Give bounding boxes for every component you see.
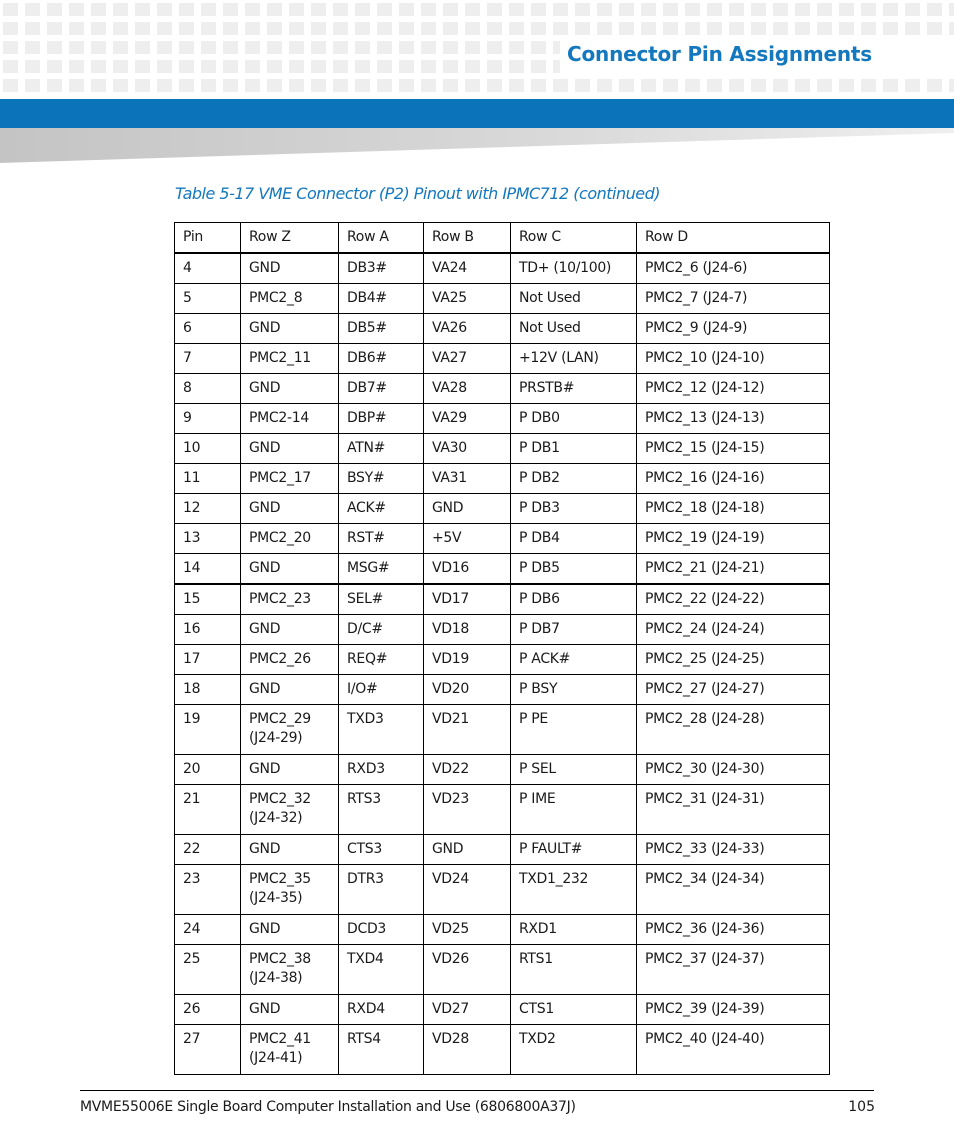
table-cell: P DB6 bbox=[511, 584, 637, 615]
table-row bbox=[175, 464, 830, 494]
table-row bbox=[175, 494, 830, 524]
header-blue-band bbox=[0, 99, 954, 128]
table-cell: TXD4 bbox=[339, 945, 424, 995]
column-header: Pin bbox=[175, 223, 241, 254]
table-cell: 22 bbox=[175, 835, 241, 865]
table-cell: VD26 bbox=[424, 945, 511, 995]
table-cell: DB5# bbox=[339, 314, 424, 344]
table-cell: GND bbox=[424, 835, 511, 865]
table-cell: DBP# bbox=[339, 404, 424, 434]
column-header: Row A bbox=[339, 223, 424, 254]
table-cell: P DB7 bbox=[511, 615, 637, 645]
table-cell: GND bbox=[241, 314, 339, 344]
table-cell: I/O# bbox=[339, 675, 424, 705]
table-cell: BSY# bbox=[339, 464, 424, 494]
table-row bbox=[175, 1025, 830, 1075]
table-cell: GND bbox=[241, 554, 339, 585]
table-cell: +12V (LAN) bbox=[511, 344, 637, 374]
table-cell: PMC2_20 bbox=[241, 524, 339, 554]
table-cell: P PE bbox=[511, 705, 637, 755]
table-row bbox=[175, 755, 830, 785]
table-cell: P DB5 bbox=[511, 554, 637, 585]
table-cell: PMC2_17 bbox=[241, 464, 339, 494]
table-cell: VD17 bbox=[424, 584, 511, 615]
table-cell: GND bbox=[241, 835, 339, 865]
table-cell: GND bbox=[241, 434, 339, 464]
table-row bbox=[175, 675, 830, 705]
table-cell: D/C# bbox=[339, 615, 424, 645]
table-cell: 19 bbox=[175, 705, 241, 755]
table-cell: PMC2_9 (J24-9) bbox=[637, 314, 830, 344]
table-cell: P DB1 bbox=[511, 434, 637, 464]
table-cell: PMC2_25 (J24-25) bbox=[637, 645, 830, 675]
table-cell: CTS3 bbox=[339, 835, 424, 865]
table-cell: GND bbox=[241, 915, 339, 945]
table-cell: TXD3 bbox=[339, 705, 424, 755]
table-cell: RTS3 bbox=[339, 785, 424, 835]
table-cell: 26 bbox=[175, 995, 241, 1025]
table-row bbox=[175, 705, 830, 755]
table-cell: VD25 bbox=[424, 915, 511, 945]
table-cell: P IME bbox=[511, 785, 637, 835]
table-cell: VD22 bbox=[424, 755, 511, 785]
table-row bbox=[175, 344, 830, 374]
table-cell: P DB4 bbox=[511, 524, 637, 554]
table-cell: PMC2_28 (J24-28) bbox=[637, 705, 830, 755]
table-cell: TXD1_232 bbox=[511, 865, 637, 915]
table-cell: DB3# bbox=[339, 253, 424, 284]
table-cell: DB4# bbox=[339, 284, 424, 314]
table-cell: PMC2_40 (J24-40) bbox=[637, 1025, 830, 1075]
table-cell: VD19 bbox=[424, 645, 511, 675]
table-cell: PMC2_11 bbox=[241, 344, 339, 374]
table-cell: RXD4 bbox=[339, 995, 424, 1025]
table-cell: PRSTB# bbox=[511, 374, 637, 404]
table-cell: 25 bbox=[175, 945, 241, 995]
table-cell: PMC2_21 (J24-21) bbox=[637, 554, 830, 585]
table-cell: VD18 bbox=[424, 615, 511, 645]
table-cell: 9 bbox=[175, 404, 241, 434]
table-cell: GND bbox=[241, 615, 339, 645]
table-cell: PMC2_22 (J24-22) bbox=[637, 584, 830, 615]
table-cell: PMC2_7 (J24-7) bbox=[637, 284, 830, 314]
table-cell: P DB3 bbox=[511, 494, 637, 524]
pinout-table bbox=[174, 222, 830, 1075]
table-cell: 14 bbox=[175, 554, 241, 585]
table-cell: RTS4 bbox=[339, 1025, 424, 1075]
table-cell: 23 bbox=[175, 865, 241, 915]
table-cell: P ACK# bbox=[511, 645, 637, 675]
table-cell: PMC2_10 (J24-10) bbox=[637, 344, 830, 374]
table-cell: TXD2 bbox=[511, 1025, 637, 1075]
table-cell: GND bbox=[241, 675, 339, 705]
table-cell: VD20 bbox=[424, 675, 511, 705]
table-cell: GND bbox=[241, 755, 339, 785]
table-header-row bbox=[175, 223, 830, 254]
table-row bbox=[175, 404, 830, 434]
table-cell: P FAULT# bbox=[511, 835, 637, 865]
table-cell: 13 bbox=[175, 524, 241, 554]
table-cell: PMC2_13 (J24-13) bbox=[637, 404, 830, 434]
table-cell: PMC2_30 (J24-30) bbox=[637, 755, 830, 785]
table-cell: TD+ (10/100) bbox=[511, 253, 637, 284]
table-cell: REQ# bbox=[339, 645, 424, 675]
footer-text: MVME55006E Single Board Computer Installation and Use (6806800A37J) bbox=[80, 1099, 576, 1115]
table-row bbox=[175, 995, 830, 1025]
table-cell: Not Used bbox=[511, 314, 637, 344]
table-cell: 7 bbox=[175, 344, 241, 374]
table-cell: P BSY bbox=[511, 675, 637, 705]
table-cell: P DB2 bbox=[511, 464, 637, 494]
table-cell: P DB0 bbox=[511, 404, 637, 434]
table-cell: +5V bbox=[424, 524, 511, 554]
table-cell: 16 bbox=[175, 615, 241, 645]
table-cell: PMC2_35 (J24-35) bbox=[241, 865, 339, 915]
table-cell: VA26 bbox=[424, 314, 511, 344]
table-cell: VA27 bbox=[424, 344, 511, 374]
table-cell: 15 bbox=[175, 584, 241, 615]
table-row bbox=[175, 835, 830, 865]
table-cell: VD24 bbox=[424, 865, 511, 915]
table-cell: SEL# bbox=[339, 584, 424, 615]
table-cell: DB6# bbox=[339, 344, 424, 374]
table-cell: VD27 bbox=[424, 995, 511, 1025]
table-cell: PMC2_38 (J24-38) bbox=[241, 945, 339, 995]
column-header: Row D bbox=[637, 223, 830, 254]
table-cell: 20 bbox=[175, 755, 241, 785]
table-cell: 24 bbox=[175, 915, 241, 945]
table-row bbox=[175, 434, 830, 464]
table-row bbox=[175, 615, 830, 645]
table-row bbox=[175, 915, 830, 945]
table-cell: DB7# bbox=[339, 374, 424, 404]
table-cell: PMC2_29 (J24-29) bbox=[241, 705, 339, 755]
table-cell: PMC2_33 (J24-33) bbox=[637, 835, 830, 865]
table-cell: 5 bbox=[175, 284, 241, 314]
table-cell: ACK# bbox=[339, 494, 424, 524]
table-cell: GND bbox=[241, 374, 339, 404]
table-cell: VA24 bbox=[424, 253, 511, 284]
table-cell: GND bbox=[424, 494, 511, 524]
table-row bbox=[175, 284, 830, 314]
table-row bbox=[175, 524, 830, 554]
table-cell: VA29 bbox=[424, 404, 511, 434]
table-row bbox=[175, 785, 830, 835]
table-cell: PMC2_8 bbox=[241, 284, 339, 314]
table-cell: P SEL bbox=[511, 755, 637, 785]
table-cell: PMC2_27 (J24-27) bbox=[637, 675, 830, 705]
section-title: Connector Pin Assignments bbox=[567, 42, 872, 66]
table-cell: PMC2_26 bbox=[241, 645, 339, 675]
table-cell: PMC2_6 (J24-6) bbox=[637, 253, 830, 284]
table-cell: 27 bbox=[175, 1025, 241, 1075]
table-cell: RXD3 bbox=[339, 755, 424, 785]
table-cell: VD28 bbox=[424, 1025, 511, 1075]
table-cell: RST# bbox=[339, 524, 424, 554]
table-cell: PMC2_34 (J24-34) bbox=[637, 865, 830, 915]
table-cell: PMC2_41 (J24-41) bbox=[241, 1025, 339, 1075]
table-cell: VD21 bbox=[424, 705, 511, 755]
table-cell: PMC2_39 (J24-39) bbox=[637, 995, 830, 1025]
table-cell: RXD1 bbox=[511, 915, 637, 945]
table-cell: 8 bbox=[175, 374, 241, 404]
table-cell: DTR3 bbox=[339, 865, 424, 915]
table-cell: 12 bbox=[175, 494, 241, 524]
column-header: Row Z bbox=[241, 223, 339, 254]
table-cell: VA25 bbox=[424, 284, 511, 314]
table-cell: 4 bbox=[175, 253, 241, 284]
table-row bbox=[175, 584, 830, 615]
table-row bbox=[175, 314, 830, 344]
table-row bbox=[175, 374, 830, 404]
table-cell: PMC2-14 bbox=[241, 404, 339, 434]
table-cell: PMC2_32 (J24-32) bbox=[241, 785, 339, 835]
table-cell: VA30 bbox=[424, 434, 511, 464]
table-row bbox=[175, 253, 830, 284]
table-cell: 17 bbox=[175, 645, 241, 675]
table-cell: PMC2_12 (J24-12) bbox=[637, 374, 830, 404]
table-row bbox=[175, 645, 830, 675]
table-cell: PMC2_19 (J24-19) bbox=[637, 524, 830, 554]
table-cell: PMC2_18 (J24-18) bbox=[637, 494, 830, 524]
table-cell: PMC2_15 (J24-15) bbox=[637, 434, 830, 464]
column-header: Row B bbox=[424, 223, 511, 254]
table-cell: 6 bbox=[175, 314, 241, 344]
table-cell: PMC2_16 (J24-16) bbox=[637, 464, 830, 494]
table-cell: GND bbox=[241, 995, 339, 1025]
table-cell: PMC2_37 (J24-37) bbox=[637, 945, 830, 995]
table-cell: Not Used bbox=[511, 284, 637, 314]
table-row bbox=[175, 554, 830, 585]
table-cell: 10 bbox=[175, 434, 241, 464]
column-header: Row C bbox=[511, 223, 637, 254]
table-cell: 21 bbox=[175, 785, 241, 835]
table-row bbox=[175, 865, 830, 915]
table-cell: ATN# bbox=[339, 434, 424, 464]
table-cell: DCD3 bbox=[339, 915, 424, 945]
table-row bbox=[175, 945, 830, 995]
table-cell: VA28 bbox=[424, 374, 511, 404]
table-cell: PMC2_24 (J24-24) bbox=[637, 615, 830, 645]
table-cell: GND bbox=[241, 494, 339, 524]
table-cell: PMC2_31 (J24-31) bbox=[637, 785, 830, 835]
table-caption: Table 5-17 VME Connector (P2) Pinout with IPMC712 (continued) bbox=[175, 184, 661, 203]
table-cell: PMC2_23 bbox=[241, 584, 339, 615]
table-cell: RTS1 bbox=[511, 945, 637, 995]
table-cell: 18 bbox=[175, 675, 241, 705]
page-number: 105 bbox=[848, 1099, 875, 1115]
table-cell: MSG# bbox=[339, 554, 424, 585]
table-cell: PMC2_36 (J24-36) bbox=[637, 915, 830, 945]
table-cell: VD16 bbox=[424, 554, 511, 585]
header-gray-swoosh bbox=[0, 128, 954, 164]
table-body bbox=[175, 253, 830, 1075]
table-cell: CTS1 bbox=[511, 995, 637, 1025]
table-cell: VA31 bbox=[424, 464, 511, 494]
footer-rule bbox=[80, 1090, 874, 1091]
table-cell: GND bbox=[241, 253, 339, 284]
table-cell: 11 bbox=[175, 464, 241, 494]
table-cell: VD23 bbox=[424, 785, 511, 835]
